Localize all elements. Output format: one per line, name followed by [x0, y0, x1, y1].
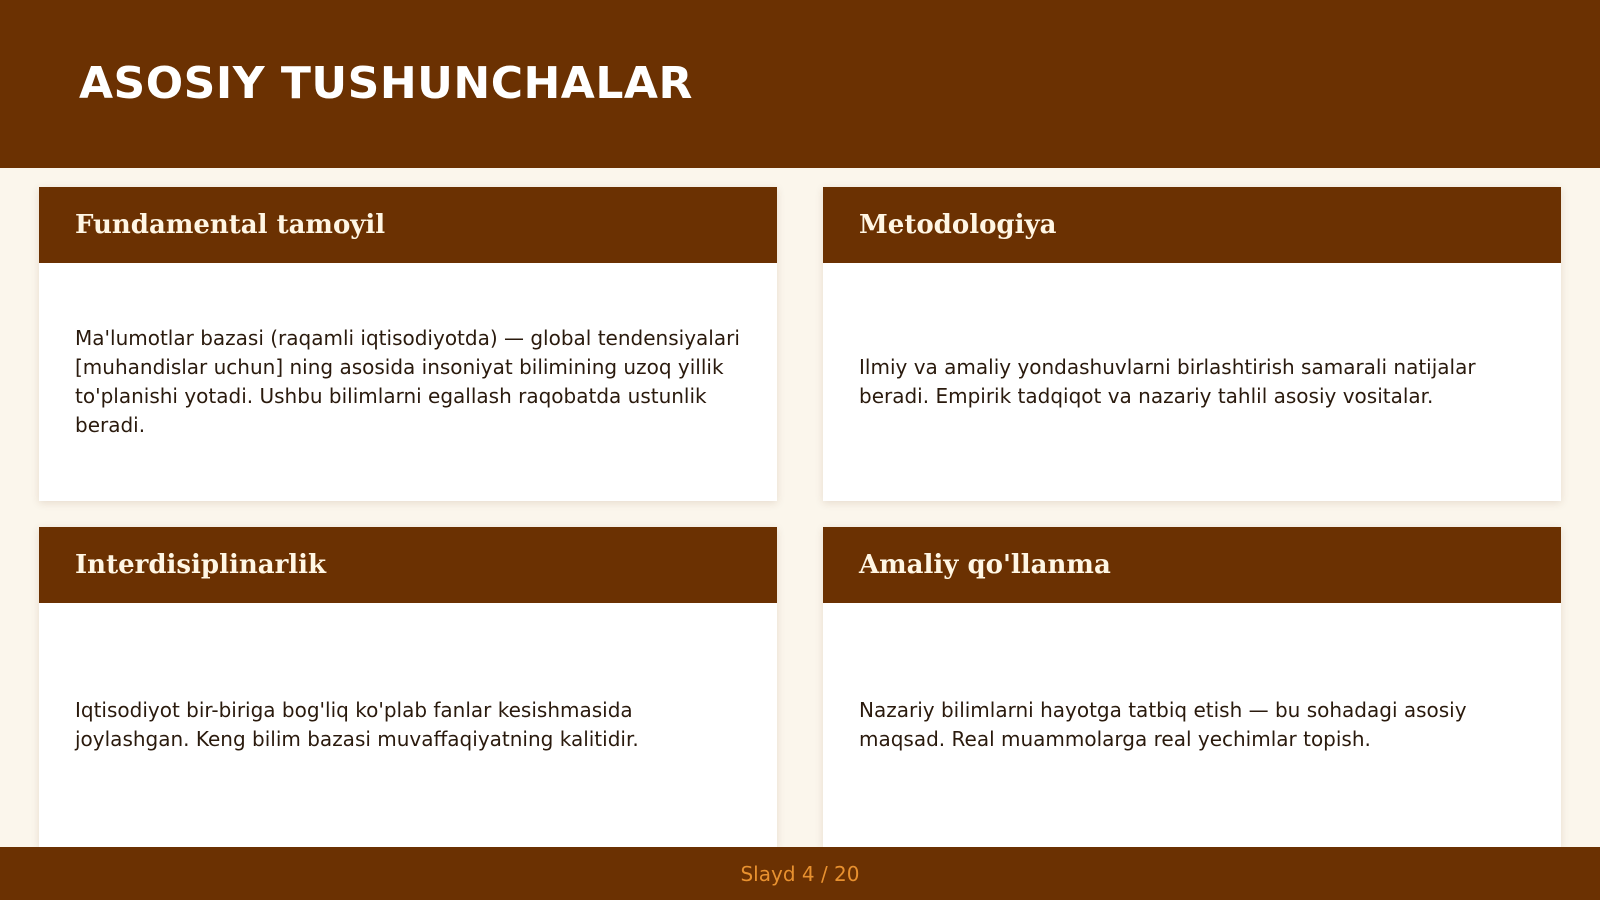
card-body — [823, 603, 1561, 847]
card-fundamental-tamoyil — [39, 187, 777, 501]
card-body — [39, 263, 777, 501]
card-interdisiplinarlik — [39, 527, 777, 847]
card-text: Iqtisodiyot bir-biriga bog'liq ko'plab fanlar kesishmasida joylashgan. Keng bilim bazasi muvaffaqiyatning kalitidir. — [75, 698, 639, 751]
card-body — [39, 603, 777, 847]
slide-footer — [0, 847, 1600, 900]
card-header — [39, 187, 777, 263]
card-header — [823, 187, 1561, 263]
card-title: Metodologiya — [859, 210, 1057, 240]
card-text: Nazariy bilimlarni hayotga tatbiq etish — bu sohadagi asosiy maqsad. Real muammolarga real yechimlar topish. — [859, 698, 1467, 751]
card-metodologiya — [823, 187, 1561, 501]
card-body — [823, 263, 1561, 501]
slide-counter: Slayd 4 / 20 — [740, 861, 860, 886]
card-title: Fundamental tamoyil — [75, 210, 386, 240]
card-header — [39, 527, 777, 603]
card-amaliy-qollanma — [823, 527, 1561, 847]
slide-header — [0, 0, 1600, 168]
slide-title: ASOSIY TUSHUNCHALAR — [79, 58, 693, 109]
card-header — [823, 527, 1561, 603]
card-text: Ma'lumotlar bazasi (raqamli iqtisodiyotda) — global tendensiyalari [muhandislar uchun] ning asosida insoniyat bilimining uzoq yillik to'planishi yotadi. Ushbu bilimlarni egallash raqobatda ustunlik beradi. — [75, 326, 740, 437]
card-title: Interdisiplinarlik — [75, 550, 327, 580]
card-title: Amaliy qo'llanma — [859, 550, 1111, 580]
card-text: Ilmiy va amaliy yondashuvlarni birlashtirish samarali natijalar beradi. Empirik tadqiqot va nazariy tahlil asosiy vositalar. — [859, 355, 1476, 408]
